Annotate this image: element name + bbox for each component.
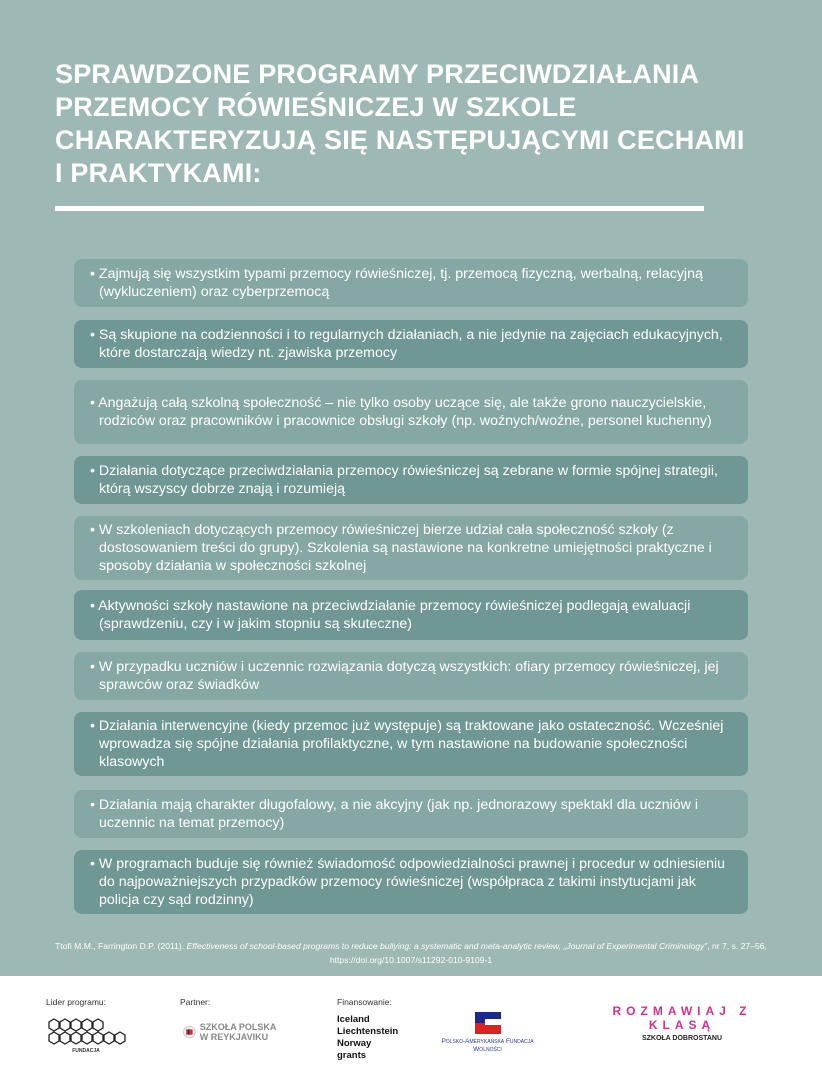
list-item <box>74 516 748 580</box>
item-text: • Działania mają charakter długofalowy, a nie akcyjny (jak np. jednorazowy spektakl dla uczniów i uczennic na temat przemocy) <box>90 797 698 831</box>
program-logo-text: ROZMAWIAJ Z KLASĄ <box>612 1004 752 1032</box>
pafw-logo <box>440 1010 535 1054</box>
list-item <box>74 380 748 444</box>
item-text: • W przypadku uczniów i uczennic rozwiązania dotyczą wszystkich: ofiary przemocy rówieśniczej, jej sprawców oraz świadków <box>90 659 719 693</box>
eea-grants-text: Iceland Liechtenstein Norway grants <box>337 1014 399 1061</box>
school-crest-icon <box>183 1020 196 1044</box>
pafw-text: Polsko-Amerykańska Fundacja Wolności <box>441 1038 534 1053</box>
citation-title: Effectiveness of school-based programs to reduce bullying: a systematic and meta-analytic review <box>186 941 559 951</box>
item-text: • Są skupione na codzienności i to regularnych działaniach, a nie jedynie na zajęciach edukacyjnych, które dostarczają wiedzy nt. zjawiska przemocy <box>90 327 723 361</box>
item-text: • Działania dotyczące przeciwdziałania przemocy rówieśniczej są zebrane w formie spójnej strategii, którą wszyscy dobrze znają i rozumieją <box>90 463 718 497</box>
list-item <box>74 590 748 640</box>
citation-doi[interactable]: https://doi.org/10.1007/s11292-010-9109-1 <box>329 955 493 965</box>
citation-rest: , nr 7, s. 27–56, <box>707 941 767 951</box>
item-text: • Działania interwencyjne (kiedy przemoc już występuje) są traktowane jako ostateczność. Wcześniej wprowadza się spójne działania profilaktyczne, w tym nastawione na budowanie społeczności klasowych <box>90 718 724 770</box>
item-text: • W programach buduje się również świadomość odpowiedzialności prawnej i procedur w odniesieniu do najpoważniejszych przypadków przemocy rówieśniczej (współpraca z takimi instytucjami jak policja czy sąd rodzinny) <box>90 856 726 908</box>
title-divider <box>55 206 704 211</box>
list-item <box>74 259 748 307</box>
rozmawiaj-z-klasa-logo <box>612 1004 752 1042</box>
list-item <box>74 320 748 368</box>
eea-grants-logo <box>337 1014 397 1062</box>
citation-authors: Ttofi M.M., Farrington D.P. (2011). <box>55 941 187 951</box>
item-text: • Aktywności szkoły nastawione na przeciwdziałanie przemocy rówieśniczej podlegają ewaluacji (sprawdzeniu, czy i w jakim stopniu są skuteczne) <box>90 598 691 632</box>
szkola-z-klasa-logo: FUNDACJA <box>46 1018 126 1054</box>
page-title: SPRAWDZONE PROGRAMY PRZECIWDZIAŁANIA PRZEMOCY RÓWIEŚNICZEJ W SZKOLE CHARAKTERYZUJĄ SIĘ NASTĘPUJĄCYMI CECHAMI I PRAKTYKAMI: <box>55 59 745 188</box>
list-item <box>74 456 748 504</box>
item-text: • Zajmują się wszystkim typami przemocy rówieśniczej, tj. przemocą fizyczną, werbalną, relacyjną (wykluczeniem) oraz cyberprzemocą <box>90 266 703 300</box>
funding-label: Finansowanie: <box>337 997 392 1007</box>
item-text: • W szkoleniach dotyczących przemocy rówieśniczej bierze udział cała społeczność szkoły (z dostosowaniem treści do grupy). Szkolenia są nastawione na konkretne umiejętności praktyczne i sposoby działania w społeczności szkolnej <box>90 522 712 574</box>
list-item <box>74 850 748 914</box>
citation <box>0 939 822 967</box>
list-item <box>74 652 748 700</box>
list-item <box>74 790 748 838</box>
citation-journal: , „Journal of Experimental Criminology” <box>558 941 708 951</box>
leader-label: Lider programu: <box>46 997 107 1007</box>
hexagon-logo-icon <box>46 1018 126 1046</box>
flag-icon <box>473 1010 503 1036</box>
program-subtitle: SZKOŁA DOBROSTANU <box>641 1035 723 1042</box>
item-text: • Angażują całą szkolną społeczność – nie tylko osoby uczące się, ale także grono nauczycielskie, rodziców oraz pracowników i pracownice obsługi szkoły (np. woźnych/woźne, personel kuchenny) <box>90 395 712 429</box>
list-item <box>74 712 748 776</box>
partner-label: Partner: <box>180 997 211 1007</box>
partner-logo-text: SZKOŁA POLSKA W REYKJAVIKU <box>199 1022 277 1042</box>
szkola-polska-logo <box>183 1020 278 1044</box>
